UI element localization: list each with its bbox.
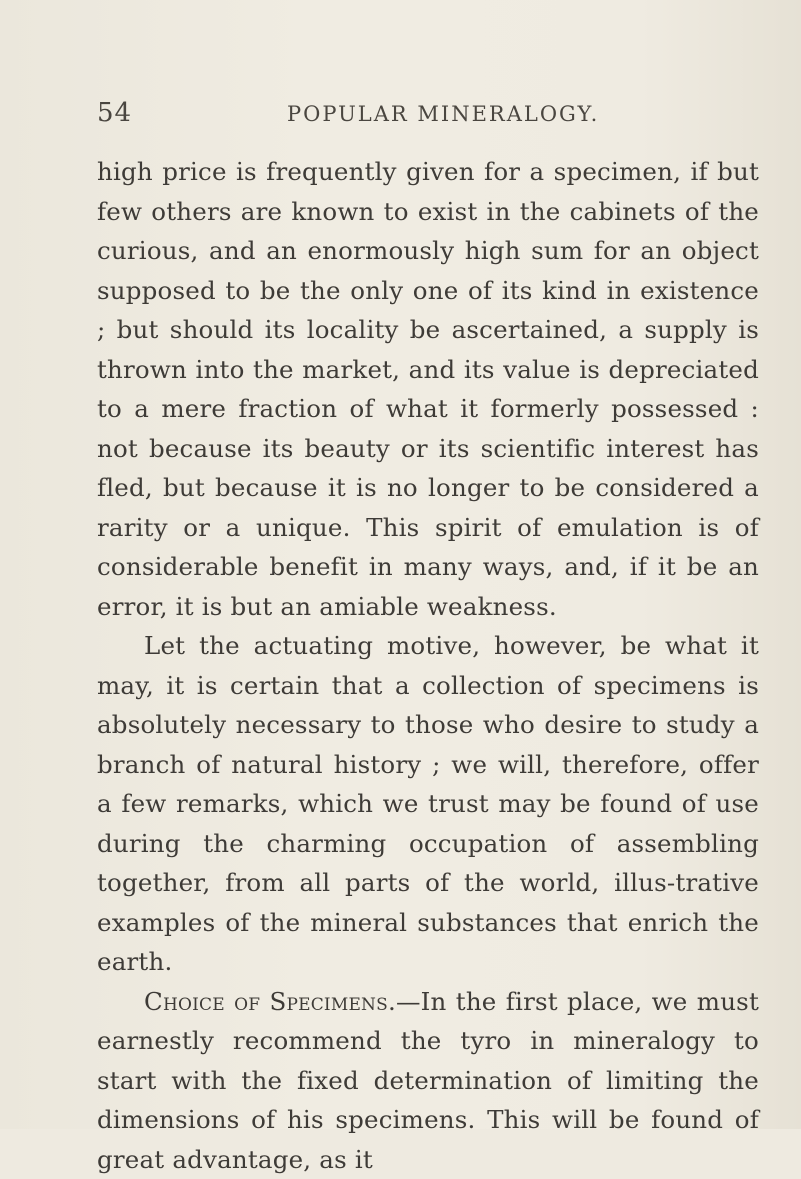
paragraph-3-text: —In the first place, we must earnestly recommend the tyro in mineralogy to start with the fixed determination of limiting the dimensions of his specimens. This will be found of great advantage, as it xyxy=(97,987,759,1174)
paragraph-1: high price is frequently given for a specimen, if but few others are known to exist in the cabinets of the curious, and an enormously high sum for an object supposed to be the only one of its kind in existence ; but should its locality be ascertained, a supply is thrown into the market, and its value is depreciated to a mere fraction of what it formerly possessed : not because its beauty or its scientific interest has fled, but because it is no longer to be considered a rarity or a unique. This spirit of emulation is of considerable benefit in many ways, and, if it be an error, it is but an amiable weakness. xyxy=(97,152,759,626)
page-header xyxy=(97,98,757,134)
section-heading: Choice of Specimens. xyxy=(144,987,396,1016)
page-number: 54 xyxy=(97,98,132,128)
paragraph-2: Let the actuating motive, however, be what it may, it is certain that a collection of specimens is absolutely necessary to those who desire to study a branch of natural history ; we will, therefore, offer a few remarks, which we trust may be found of use during the charming occupation of assembling together, from all parts of the world, illus-trative examples of the mineral substances that enrich the earth. xyxy=(97,626,759,982)
running-head: POPULAR MINERALOGY. xyxy=(287,102,599,126)
paragraph-3 xyxy=(97,982,759,1179)
body-text xyxy=(97,152,759,1179)
